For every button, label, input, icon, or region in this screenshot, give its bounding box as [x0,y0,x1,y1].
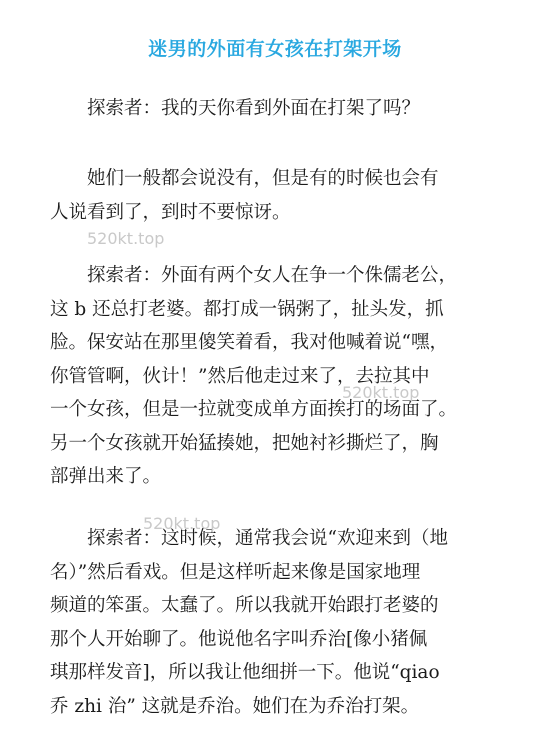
paragraph-line: 探索者：这时候，通常我会说“欢迎来到（地 [50,528,448,549]
paragraph-3 [50,259,512,494]
paragraph-line: 她们一般都会说没有，但是有的时候也会有 [50,168,439,189]
watermark-1: 520kt.top [87,229,165,248]
paragraph-line: 部弹出来了。 [50,466,162,487]
watermark-3: 520kt.top [143,514,221,533]
article-title: 迷男的外面有女孩在打架开场 [148,38,402,60]
paragraph-line: 名）”然后看戏。但是这样听起来像是国家地理 [50,561,421,583]
watermark-2: 520kt.top [342,383,420,402]
paragraph-line: 你管管啊，伙计！”然后他走过来了，去拉其中 [50,365,430,387]
paragraph-line: 探索者：我的天你看到外面在打架了吗？ [50,98,421,119]
paragraph-line: 琪那样发音]，所以我让他细拼一下。他说“qiao [50,662,440,683]
paragraph-line: 这 b 还总打老婆。都打成一锅粥了，扯头发，抓 [50,298,444,320]
paragraph-1 [50,92,512,126]
paragraph-line: 乔 zhi 治” 这就是乔治。她们在为乔治打架。 [50,695,420,717]
paragraph-line: 一个女孩，但是一拉就变成单方面挨打的场面了。 [50,399,458,420]
paragraph-line: 那个人开始聊了。他说他名字叫乔治[像小猪佩 [50,628,428,650]
paragraph-line: 频道的笨蛋。太蠢了。所以我就开始跟打老婆的 [50,595,439,616]
paragraph-line: 人说看到了，到时不要惊讶。 [50,201,291,223]
paragraph-4 [50,522,512,723]
paragraph-line: 脸。保安站在那里傻笑着看，我对他喊着说“嘿， [50,332,448,353]
paragraph-2 [50,162,512,229]
paragraph-line: 另一个女孩就开始猛揍她，把她衬衫撕烂了，胸 [50,432,439,454]
paragraph-line: 探索者：外面有两个女人在争一个侏儒老公， [50,265,458,286]
